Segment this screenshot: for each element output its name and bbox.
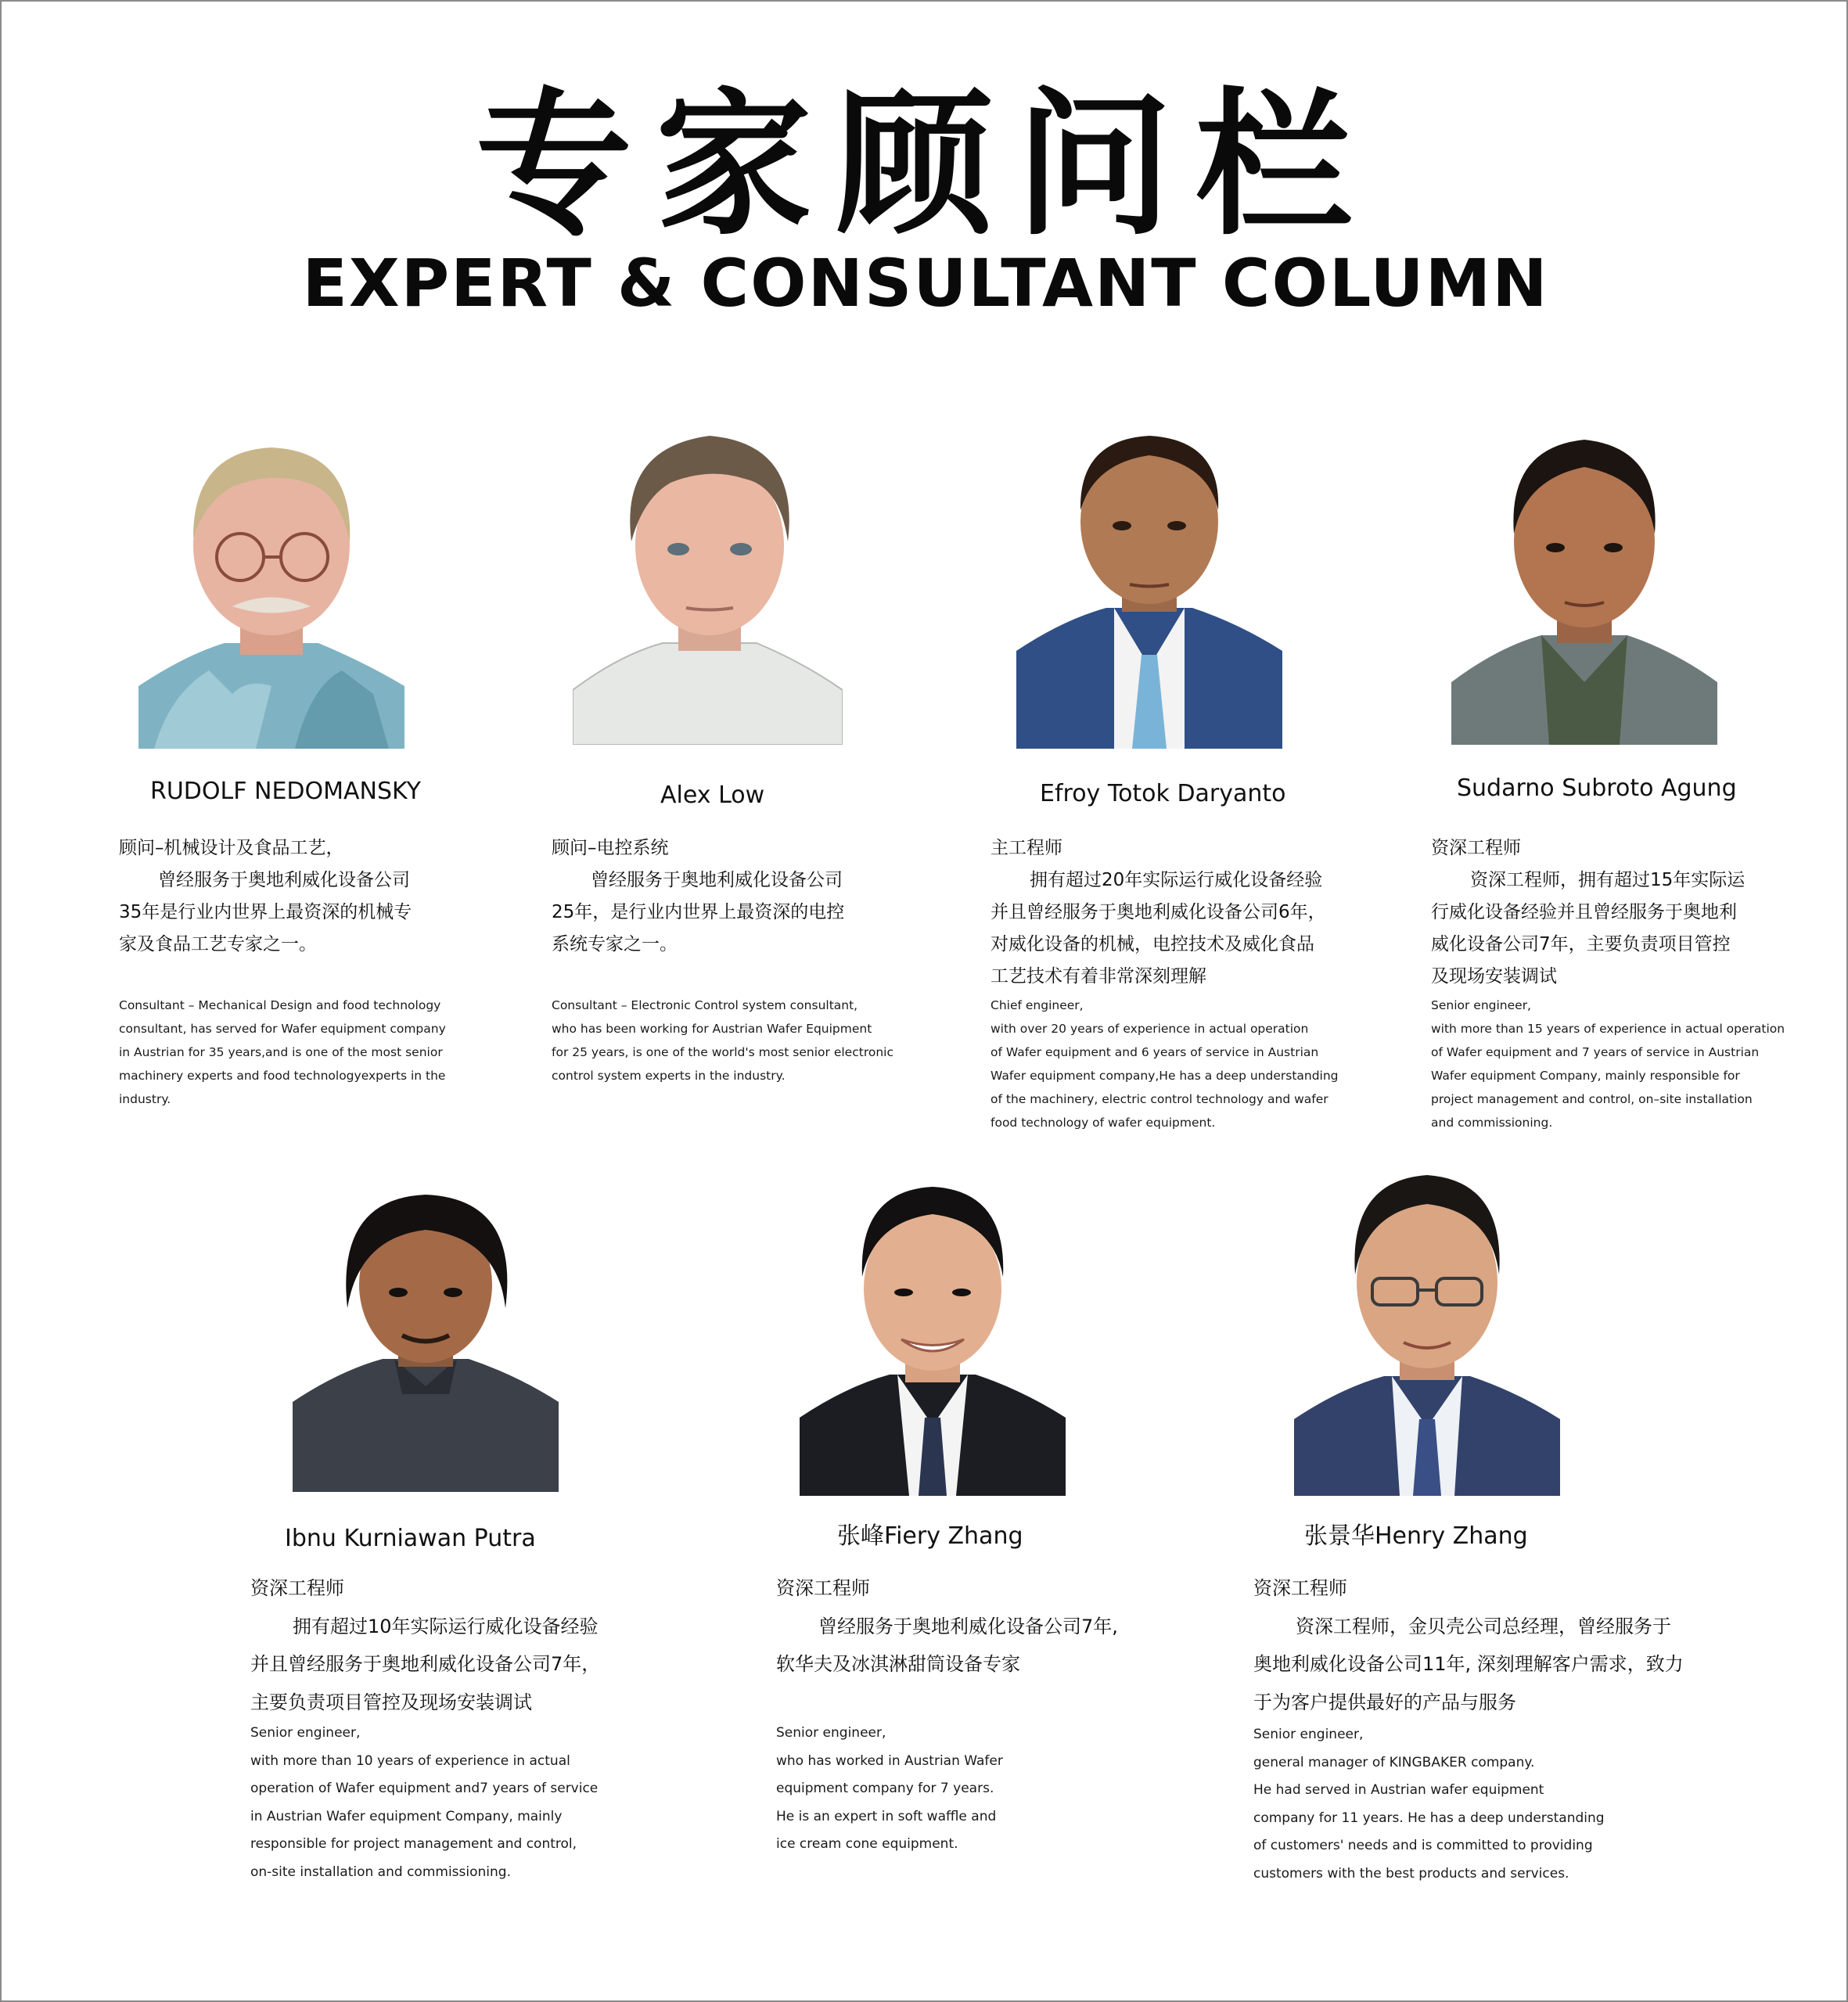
bio-line: equipment company for 7 years. <box>776 1781 994 1796</box>
expert-bio-english <box>991 994 1339 1134</box>
bio-line: Consultant – Electronic Control system consultant, <box>552 998 858 1012</box>
bio-line: Wafer equipment Company, mainly responsible for <box>1431 1069 1740 1083</box>
bio-line: of the machinery, electric control technology and wafer <box>991 1092 1328 1106</box>
bio-line: 奥地利威化设备公司11年, 深刻理解客户需求，致力 <box>1253 1653 1684 1675</box>
expert-bio-english <box>1253 1721 1605 1888</box>
expert-name: Efroy Totok Daryanto <box>1040 780 1286 807</box>
bio-line: 工艺技术有着非常深刻理解 <box>991 966 1206 987</box>
bio-line: industry. <box>119 1092 171 1106</box>
bio-line: ice cream cone equipment. <box>776 1836 958 1852</box>
bio-line: He is an expert in soft waffle and <box>776 1808 997 1824</box>
expert-bio-english <box>776 1720 1003 1859</box>
bio-line: who has worked in Austrian Wafer <box>776 1752 1003 1769</box>
bio-line: 35年是行业内世界上最资深的机械专 <box>119 902 412 922</box>
expert-bio-chinese <box>776 1569 1118 1684</box>
bio-line: 顾问–机械设计及食品工艺， <box>119 838 344 858</box>
bio-line: Senior engineer, <box>1253 1727 1364 1742</box>
bio-line: 资深工程师 <box>1253 1577 1347 1599</box>
bio-line: in Austrian for 35 years,and is one of the most senior <box>119 1045 443 1059</box>
bio-line: 资深工程师 <box>1431 838 1521 858</box>
bio-line: 顾问–电控系统 <box>552 838 669 858</box>
expert-bio-chinese <box>250 1569 600 1721</box>
bio-line: Senior engineer, <box>250 1725 361 1741</box>
expert-bio-english <box>250 1720 598 1886</box>
bio-line: general manager of KINGBAKER company. <box>1253 1754 1535 1770</box>
bio-line: company for 11 years. He has a deep understanding <box>1253 1810 1605 1826</box>
bio-line: 资深工程师 <box>776 1577 870 1599</box>
portrait-photo <box>800 1183 1066 1496</box>
bio-line: of Wafer equipment and 6 years of service in Austrian <box>991 1045 1319 1059</box>
bio-line: with more than 10 years of experience in actual <box>250 1752 570 1769</box>
bio-line: 资深工程师，拥有超过15年实际运 <box>1470 870 1746 890</box>
expert-bio-english <box>1431 994 1785 1134</box>
portrait-photo-icon <box>1451 424 1717 745</box>
portrait-photo-icon <box>800 1183 1066 1496</box>
expert-name: Alex Low <box>660 782 765 809</box>
bio-line: 及现场安装调试 <box>1431 966 1557 987</box>
bio-line: 拥有超过10年实际运行威化设备经验 <box>293 1615 599 1637</box>
portrait-photo <box>573 424 843 745</box>
bio-line: 拥有超过20年实际运行威化设备经验 <box>1030 870 1323 890</box>
bio-line: Chief engineer, <box>991 998 1084 1012</box>
portrait-photo <box>1294 1169 1560 1496</box>
bio-line: of Wafer equipment and 7 years of service in Austrian <box>1431 1045 1760 1059</box>
bio-line: 于为客户提供最好的产品与服务 <box>1253 1691 1516 1713</box>
expert-bio-chinese <box>1253 1569 1684 1721</box>
expert-name: 张峰Fiery Zhang <box>837 1522 1023 1550</box>
bio-line: and commissioning. <box>1431 1116 1553 1130</box>
bio-line: control system experts in the industry. <box>552 1069 786 1083</box>
portrait-photo-icon <box>573 424 843 745</box>
page-title-chinese: 专家顾问栏 <box>475 74 1375 257</box>
bio-line: customers with the best products and services. <box>1253 1865 1569 1882</box>
bio-line: responsible for project management and control, <box>250 1836 577 1852</box>
bio-line: machinery experts and food technologyexperts in the <box>119 1069 446 1083</box>
expert-name: RUDOLF NEDOMANSKY <box>150 778 421 805</box>
bio-line: 行威化设备经验并且曾经服务于奥地利 <box>1431 902 1737 922</box>
expert-name: Ibnu Kurniawan Putra <box>285 1525 536 1552</box>
bio-line: of customers' needs and is committed to providing <box>1253 1838 1593 1853</box>
bio-line: 家及食品工艺专家之一。 <box>119 934 317 954</box>
bio-line: on-site installation and commissioning. <box>250 1864 511 1880</box>
expert-name: 张景华Henry Zhang <box>1304 1522 1528 1550</box>
bio-line: who has been working for Austrian Wafer Equipment <box>552 1022 872 1036</box>
expert-bio-english <box>119 994 446 1111</box>
bio-line: with more than 15 years of experience in actual operation <box>1431 1022 1785 1036</box>
bio-line: 系统专家之一。 <box>552 934 678 954</box>
portrait-photo-icon <box>1294 1169 1560 1496</box>
bio-line: food technology of wafer equipment. <box>991 1116 1216 1130</box>
bio-line: 对威化设备的机械，电控技术及威化食品 <box>991 934 1314 954</box>
expert-bio-chinese <box>119 832 412 961</box>
bio-line: Senior engineer, <box>776 1725 886 1741</box>
bio-line: Senior engineer, <box>1431 998 1531 1012</box>
bio-line: Consultant – Mechanical Design and food technology <box>119 998 441 1012</box>
bio-line: 并且曾经服务于奥地利威化设备公司6年， <box>991 902 1326 922</box>
portrait-photo-icon <box>138 428 404 749</box>
bio-line: 主工程师 <box>991 838 1062 858</box>
bio-line: operation of Wafer equipment and7 years of service <box>250 1781 599 1796</box>
expert-bio-chinese <box>552 832 844 961</box>
bio-line: 主要负责项目管控及现场安装调试 <box>250 1691 532 1713</box>
bio-line: 25年，是行业内世界上最资深的电控 <box>552 902 845 922</box>
bio-line: with over 20 years of experience in actual operation <box>991 1022 1309 1036</box>
page-title-english: EXPERT & CONSULTANT COLUMN <box>302 245 1549 322</box>
bio-line: 资深工程师 <box>250 1577 344 1599</box>
expert-name: Sudarno Subroto Agung <box>1457 775 1737 802</box>
bio-line: 曾经服务于奥地利威化设备公司7年, <box>818 1615 1118 1637</box>
bio-line: 威化设备公司7年，主要负责项目管控 <box>1431 934 1731 954</box>
bio-line: 软华夫及冰淇淋甜筒设备专家 <box>776 1653 1020 1675</box>
bio-line: 曾经服务于奥地利威化设备公司 <box>158 870 410 890</box>
bio-line: 资深工程师，金贝壳公司总经理，曾经服务于 <box>1296 1615 1671 1637</box>
bio-line: consultant, has served for Wafer equipment company <box>119 1022 446 1036</box>
bio-line: in Austrian Wafer equipment Company, mainly <box>250 1808 563 1824</box>
expert-bio-chinese <box>1431 832 1745 993</box>
bio-line: 曾经服务于奥地利威化设备公司 <box>591 870 843 890</box>
bio-line: for 25 years, is one of the world's most senior electronic <box>552 1045 893 1059</box>
bio-line: He had served in Austrian wafer equipment <box>1253 1782 1544 1798</box>
bio-line: Wafer equipment company,He has a deep understanding <box>991 1069 1339 1083</box>
expert-bio-english <box>552 994 893 1087</box>
portrait-photo-icon <box>293 1191 559 1492</box>
bio-line: 并且曾经服务于奥地利威化设备公司7年， <box>250 1653 601 1675</box>
portrait-photo <box>1451 424 1717 745</box>
portrait-photo <box>293 1191 559 1492</box>
portrait-photo <box>138 428 404 749</box>
bio-line: project management and control, on–site installation <box>1431 1092 1753 1106</box>
expert-bio-chinese <box>991 832 1326 993</box>
portrait-photo-icon <box>1016 432 1282 749</box>
portrait-photo <box>1016 432 1282 749</box>
